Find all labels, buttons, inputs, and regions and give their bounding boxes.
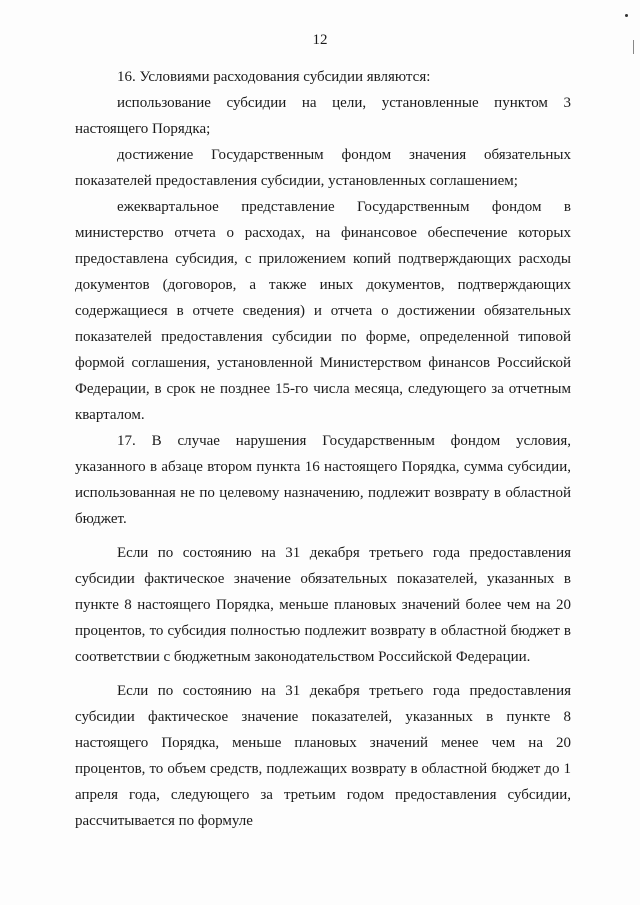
paragraph-item-16: 16. Условиями расходования субсидии являются: (117, 69, 431, 85)
paragraph-condition-reporting: ежеквартальное представление Государственным фондом в министерство отчета о расходах, на финансовое обеспечение которых предоставлена субсидия, с приложением копий подтверждающих расходы документов (договоров, а также иных документов, подтверждающих содержащиеся в отчете сведения) и отчета о достижении обязательных показателей предоставления субсидии по форме, определенной типовой формой соглашения, установленной Министерством финансов Российской Федерации, в срок не позднее 15-го числа месяца, следующего за отчетным кварталом. (75, 199, 571, 423)
page-number: 12 (312, 32, 328, 48)
paragraph-condition-indicators: достижение Государственным фондом значения обязательных показателей предоставления субсидии, установленных соглашением; (75, 147, 571, 189)
paragraph-partial-refund: Если по состоянию на 31 декабря третьего года предоставления субсидии фактическое значение показателей, указанных в пункте 8 настоящего Порядка, меньше плановых значений менее чем на 20 процентов, то объем средств, подлежащих возврату в областной бюджет до 1 апреля года, следующего за третьим годом предоставления субсидии, рассчитывается по формуле (75, 683, 571, 829)
paragraph-full-refund: Если по состоянию на 31 декабря третьего года предоставления субсидии фактическое значение обязательных показателей, указанных в пункте 8 настоящего Порядка, меньше плановых значений более чем на 20 процентов, то субсидия полностью подлежит возврату в областной бюджет в соответствии с бюджетным законодательством Российской Федерации. (75, 545, 571, 665)
document-body (75, 64, 571, 834)
scan-artifact-dot (625, 14, 628, 17)
paragraph-condition-purpose: использование субсидии на цели, установленные пунктом 3 настоящего Порядка; (75, 95, 571, 137)
paragraph-item-17: 17. В случае нарушения Государственным фондом условия, указанного в абзаце втором пункта 16 настоящего Порядка, сумма субсидии, использованная не по целевому назначению, подлежит возврату в областной бюджет. (75, 433, 571, 527)
